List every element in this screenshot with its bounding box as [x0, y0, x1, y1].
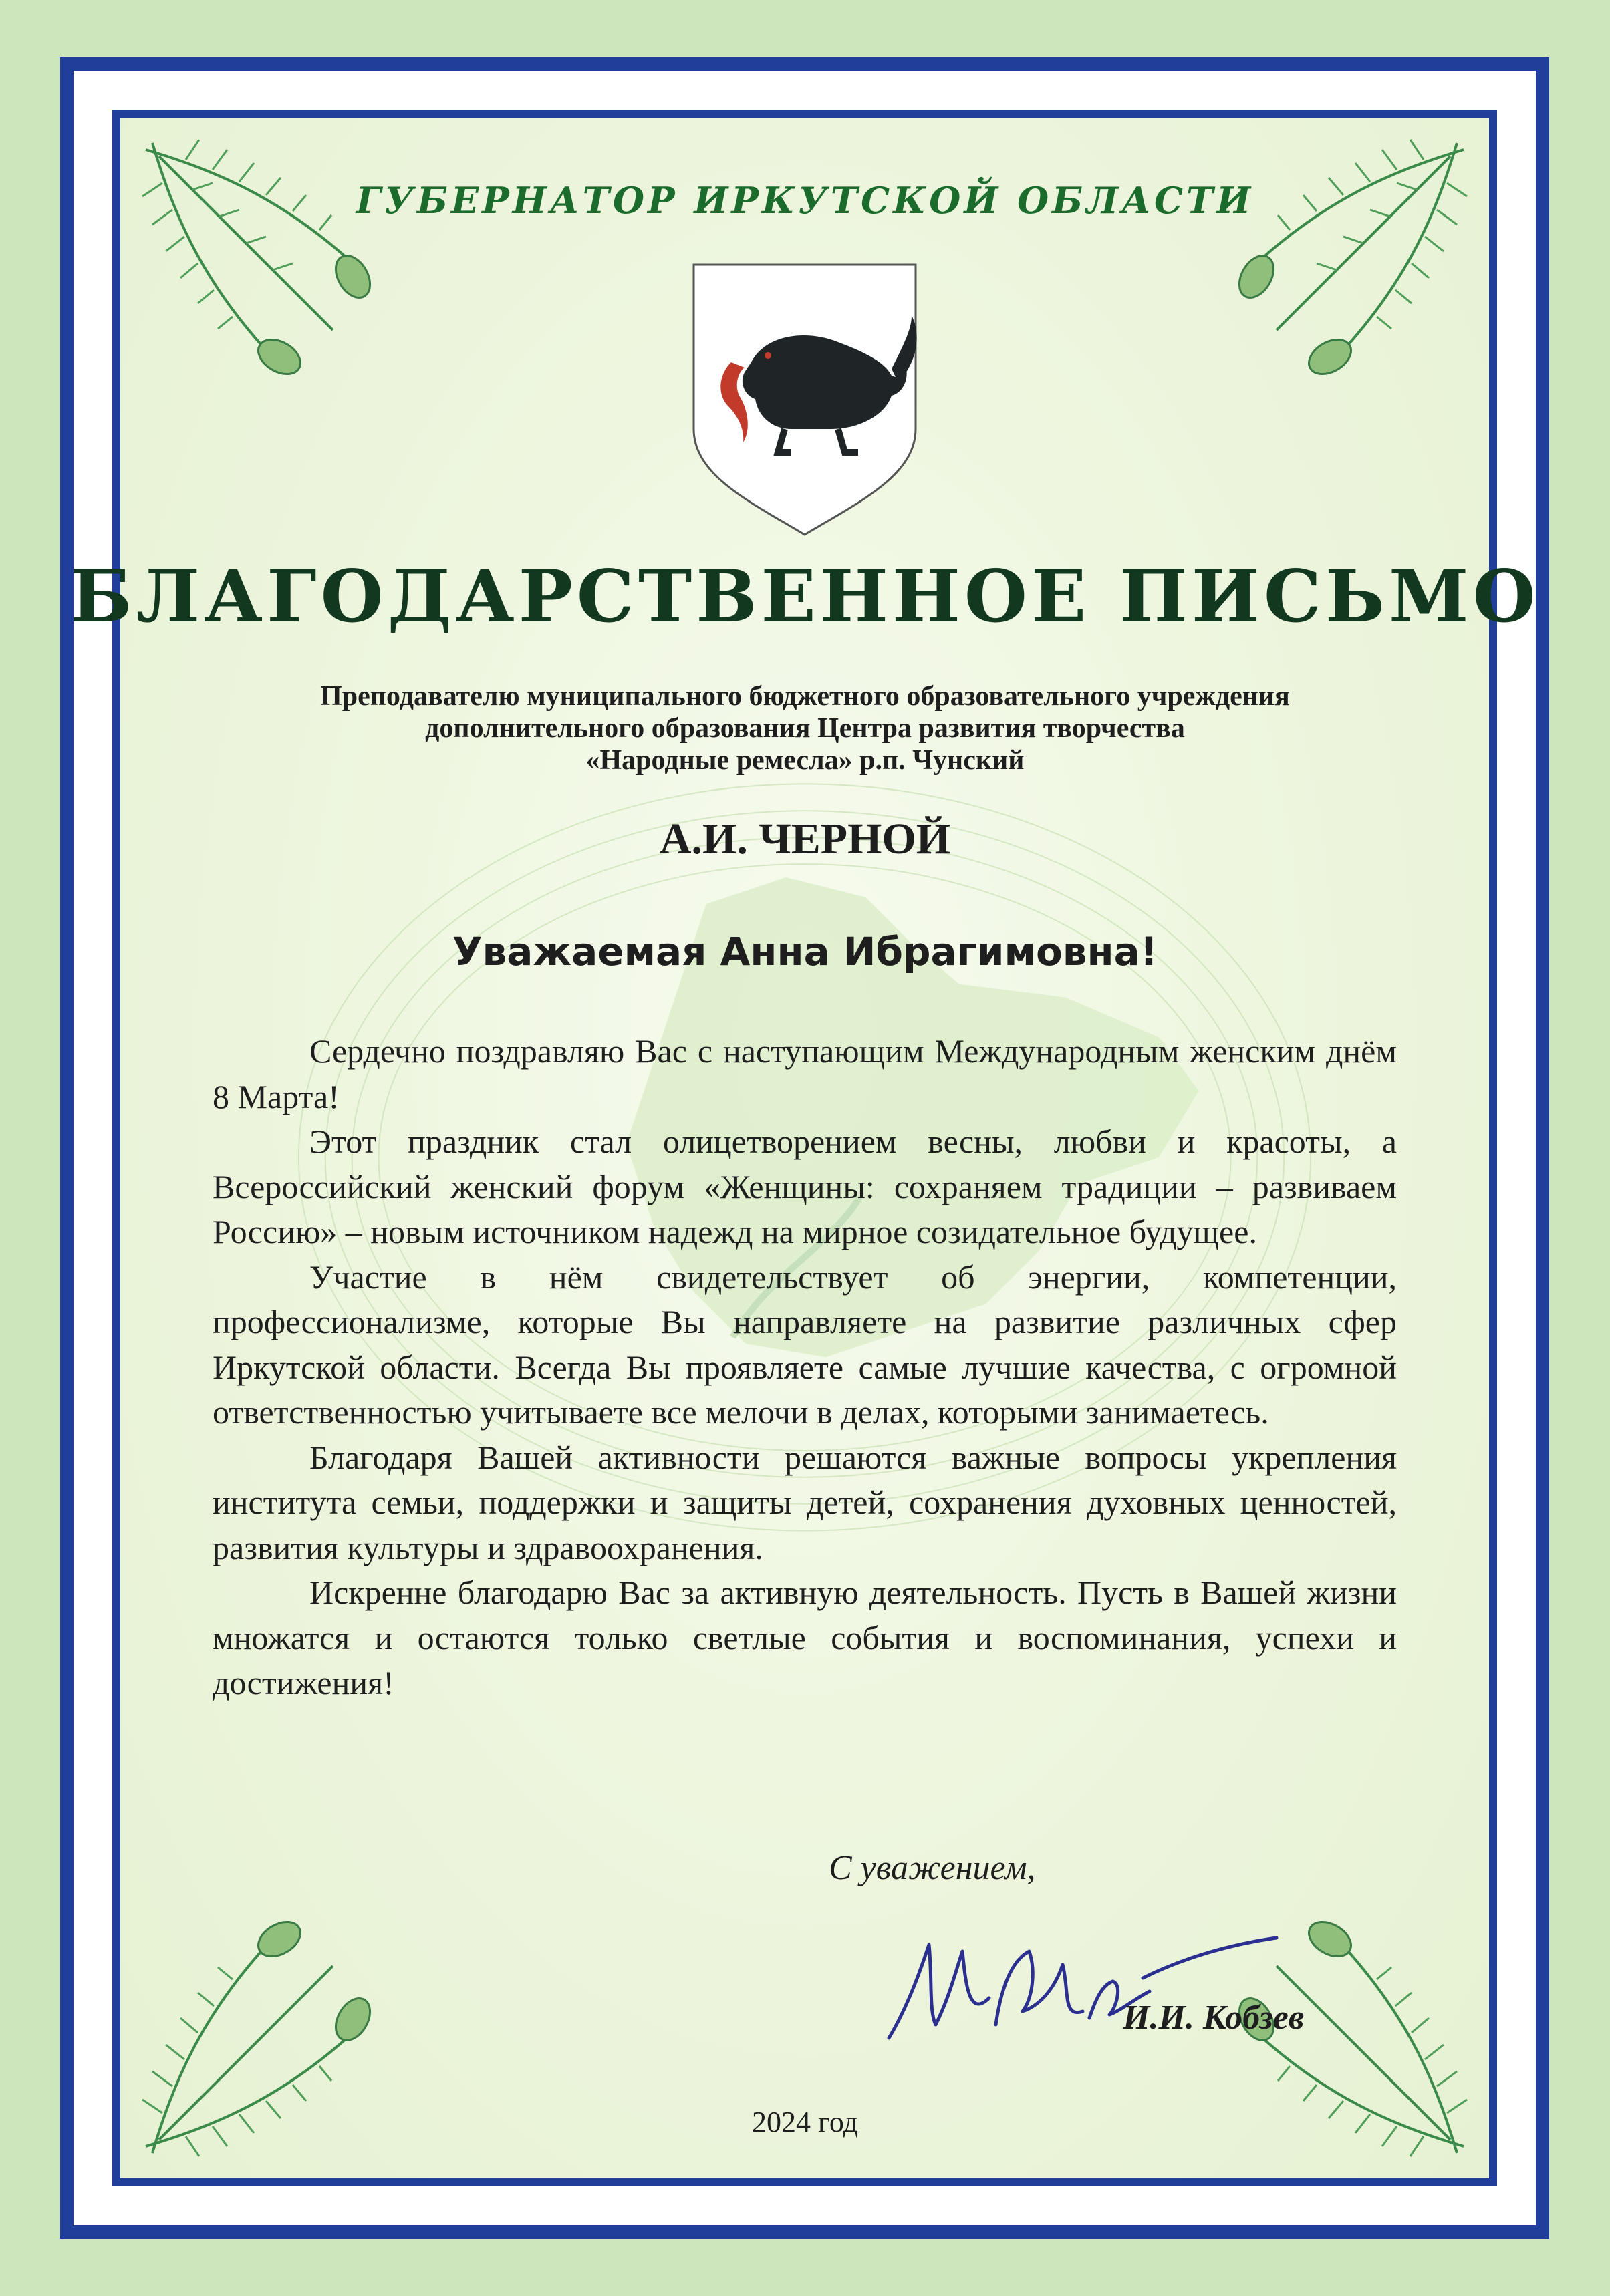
- closing-regards: С уважением,: [829, 1849, 1036, 1887]
- recipient-name: А.И. ЧЕРНОЙ: [659, 815, 951, 863]
- recipient-line: дополнительного образования Центра развития творчества: [425, 713, 1185, 744]
- greeting: Уважаемая Анна Ибрагимовна!: [452, 929, 1158, 974]
- recipient-line: «Народные ремесла» р.п. Чунский: [585, 745, 1025, 776]
- document-title: БЛАГОДАРСТВЕННОЕ ПИСЬМО: [70, 555, 1540, 639]
- coat-of-arms-icon: [691, 262, 918, 537]
- body-paragraph: Сердечно поздравляю Вас с наступающим Международным женским днём 8 Марта!: [213, 1032, 1397, 1115]
- handwritten-signature: [882, 1924, 1283, 2058]
- pine-branch-decoration-top-right: [1183, 130, 1477, 424]
- body-paragraph: Искренне благодарю Вас за активную деятельность. Пусть в Вашей жизни множатся и остаются только светлые события и воспоминания, успехи и достижения!: [213, 1574, 1397, 1701]
- body-paragraph: Участие в нём свидетельствует об энергии, компетенции, профессионализме, которые Вы направляете на развитие различных сфер Иркутской области. Всегда Вы проявляете самые лучшие качества, с огромной ответственностью учитываете все мелочи в делах, которыми занимаетесь.: [213, 1258, 1397, 1431]
- pine-branch-decoration-top-left: [132, 130, 426, 424]
- body-paragraph: Этот праздник стал олицетворением весны, любви и красоты, а Всероссийский женский форум «Женщины: сохраняем традиции – развиваем Россию» – новым источником надежд на мирное созидательное будущее.: [213, 1123, 1397, 1250]
- issuing-authority: ГУБЕРНАТОР ИРКУТСКОЙ ОБЛАСТИ: [356, 179, 1254, 222]
- document-year: 2024 год: [751, 2106, 859, 2138]
- recipient-line: Преподавателю муниципального бюджетного образовательного учреждения: [320, 681, 1290, 712]
- signer-name: И.И. Кобзев: [1123, 1999, 1305, 2037]
- letter-body: [213, 1029, 1397, 1706]
- body-paragraph: Благодаря Вашей активности решаются важные вопросы укрепления института семьи, поддержки и защиты детей, сохранения духовных ценностей, развития культуры и здравоохранения.: [213, 1438, 1397, 1566]
- recipient-description: [134, 680, 1476, 776]
